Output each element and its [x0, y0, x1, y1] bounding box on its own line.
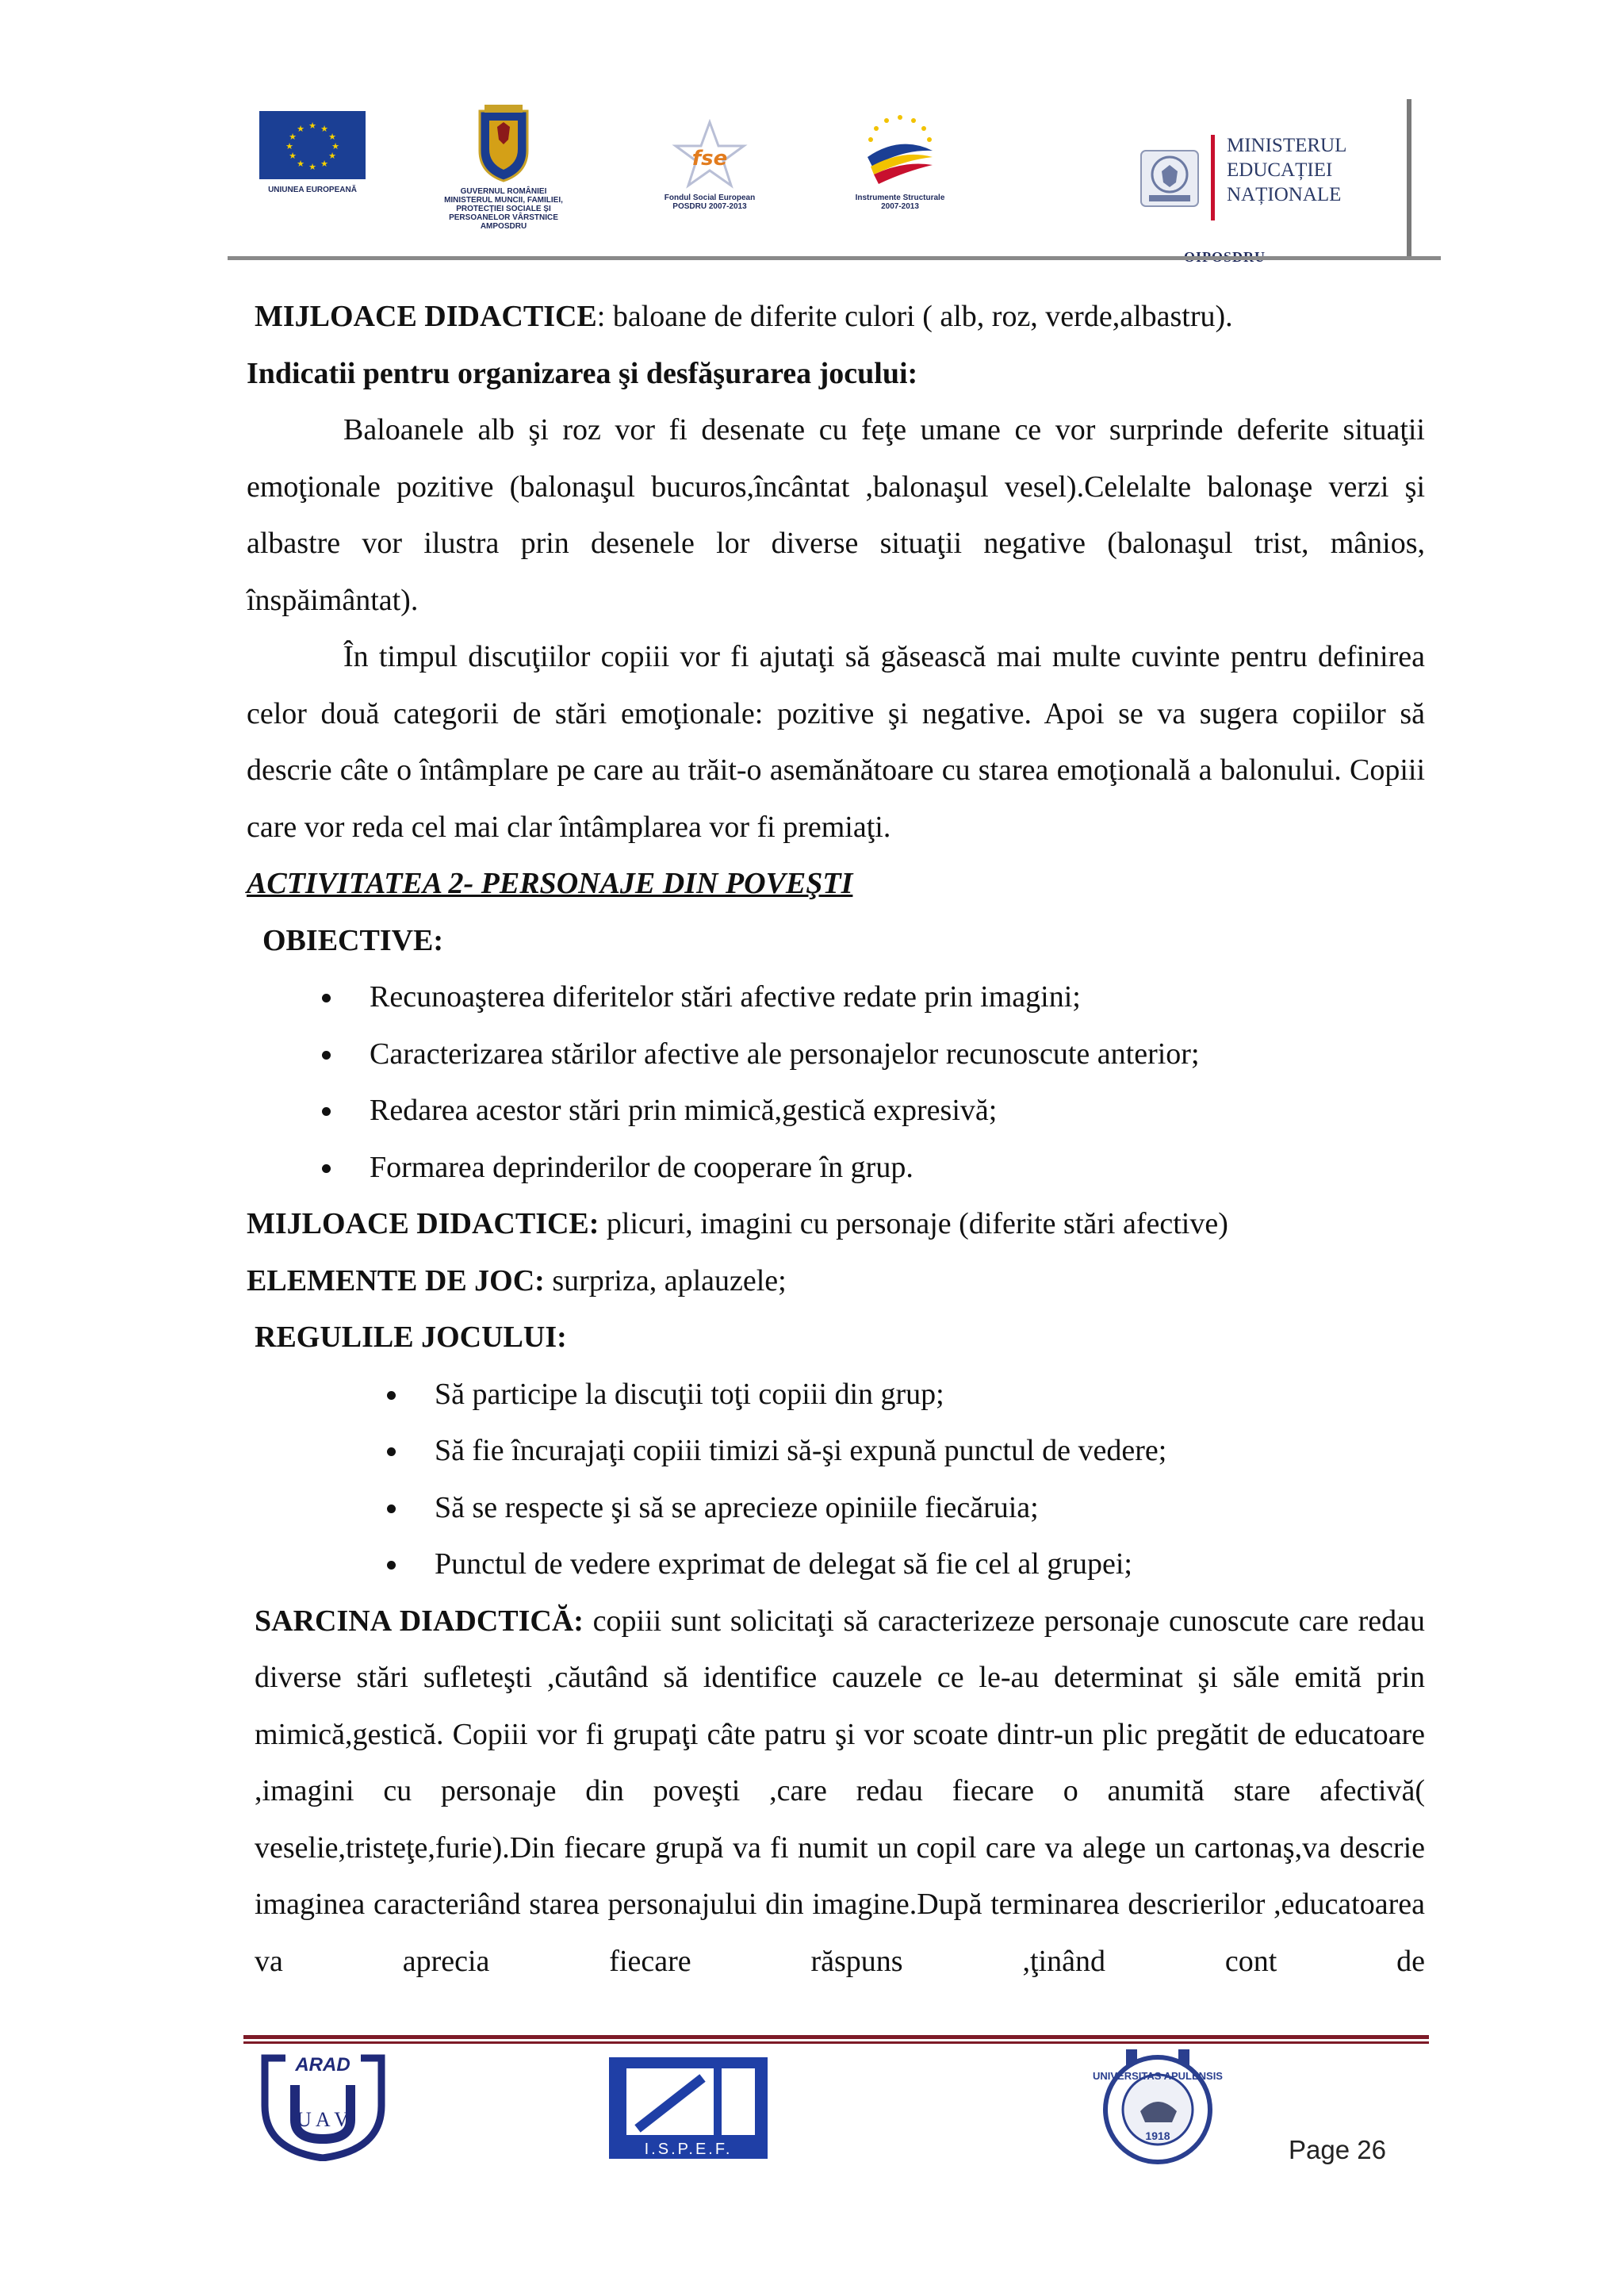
svg-text:★: ★: [289, 151, 297, 161]
bullet-icon: [387, 1447, 396, 1456]
balloons-paragraph: Baloanele alb şi roz vor fi desenate cu feţe umane ce vor surprinde deferite situaţii emoţionale pozitive (balonaşul bucuros,încântat ,balonaşul vesel).Celelalte balonaşe verzi şi albastre vor ilustra prin desenele lor diverse situaţii negative (balonaşul trist, mânios, înspăimântat).: [247, 413, 1425, 617]
rules-list: [247, 1366, 1425, 1593]
ispef-logo: [603, 2054, 781, 2165]
means-text: plicuri, imagini cu personaje (diferite stări afective): [599, 1207, 1228, 1240]
eu-logo: [249, 111, 376, 194]
page-number: Page 26: [1289, 2135, 1386, 2164]
ministry-name: [1227, 133, 1385, 207]
discussion-paragraph: În timpul discuţiilor copiii vor fi ajutaţi să găsească mai multe cuvinte pentru definirea celor două categorii de stări emoţionale: pozitive şi negative. Apoi se va sugera copiilor să descrie câte o întâmplare pe care au trăit-o asemănătoare cu starea emoţională a balonului. Copiii care vor reda cel mai clar întâmplarea vor fi premiaţi.: [247, 640, 1425, 844]
bullet-icon: [387, 1504, 396, 1513]
ministry-line-2: EDUCAȚIEI: [1227, 159, 1333, 181]
svg-text:★: ★: [328, 151, 336, 161]
didactic-means-label: MIJLOACE DIDACTICE: [255, 300, 597, 333]
bullet-icon: [322, 1164, 331, 1173]
uab-ring-text: UNIVERSITAS APULENSIS: [1093, 2070, 1223, 2082]
list-item: Formarea deprinderilor de cooperare în grup.: [247, 1140, 1425, 1197]
fse-mark-text: fse: [691, 147, 728, 171]
ministry-seal-icon: [1138, 143, 1201, 214]
ministry-line-3: NAȚIONALE: [1227, 184, 1342, 205]
ministry-divider: [1211, 135, 1215, 220]
arad-label: ARAD: [295, 2054, 350, 2076]
header-rule: [228, 256, 1441, 260]
government-caption: GUVERNUL ROMÂNIEI MINISTERUL MUNCII, FAMILIEI, PROTECȚIEI SOCIALE ȘI PERSOANELOR VÂRSTNICE AMPOSDRU: [444, 187, 563, 231]
bullet-icon: [387, 1391, 396, 1400]
uab-year: 1918: [1145, 2129, 1170, 2142]
svg-text:★: ★: [328, 132, 336, 142]
ispef-label: I.S.P.E.F.: [644, 2141, 733, 2158]
header-right-divider: [1407, 99, 1411, 258]
didactic-task-text: copiii sunt solicitaţi să caracterizeze personaje cunoscute care redau diverse stări sufleteşti ,căutând să identifice cauzele ce le-au determinat şi săle emită prin mimică,gestică. Copiii vor fi grupaţi câte patru şi vor scoate dintr-un plic pregătit de educatoare ,imagini cu personaje din poveşti ,care redau fiecare o anumită stare afectivă( veselie,tristeţe,furie).Din fiecare grupă va fi numit un copil care va alege un cartonaş,va descrie imaginea caracteriând starea personajului din imagine.După terminarea descrierilor ,educatoarea va aprecia fiecare răspuns ,ţinând cont de: [255, 1604, 1425, 1978]
svg-text:★: ★: [297, 159, 304, 169]
svg-text:★: ★: [297, 124, 304, 134]
activity-2-heading: ACTIVITATEA 2- PERSONAJE DIN POVEŞTI: [247, 867, 853, 900]
body-text: [247, 289, 1425, 1990]
eu-caption: UNIUNEA EUROPEANĂ: [268, 186, 357, 194]
svg-text:★: ★: [285, 141, 293, 151]
uab-university-logo: [1078, 2046, 1237, 2173]
svg-text:★: ★: [320, 159, 328, 169]
svg-text:★: ★: [308, 162, 316, 172]
list-item: Să participe la discuţii toţi copiii din grup;: [247, 1366, 1425, 1424]
fse-logo: [642, 119, 777, 211]
didactic-task-label: SARCINA DIADCTICĂ:: [255, 1604, 584, 1638]
svg-text:★: ★: [331, 141, 339, 151]
game-elements-text: surpriza, aplauzele;: [544, 1263, 787, 1297]
bullet-icon: [387, 1561, 396, 1570]
arad-letters: U A V: [297, 2108, 349, 2131]
list-item: Punctul de vedere exprimat de delegat să fie cel al grupei;: [247, 1536, 1425, 1593]
header-logos: [222, 95, 1443, 258]
footer-rule-thin: [243, 2041, 1429, 2044]
means-line: [247, 1196, 1425, 1253]
organization-heading: Indicatii pentru organizarea şi desfăşurarea jocului:: [247, 356, 918, 390]
ministry-line-1: MINISTERUL: [1227, 135, 1347, 156]
didactic-task-paragraph: [247, 1593, 1425, 1991]
didactic-means-text: : baloane de diferite culori ( alb, roz, verde,albastru).: [596, 300, 1233, 333]
arad-university-logo: [254, 2050, 393, 2161]
structural-instruments-logo: [825, 111, 975, 211]
ministry-logo: [1138, 127, 1415, 246]
bullet-icon: [322, 994, 331, 1002]
romania-crest-icon: [473, 103, 534, 182]
objectives-label: OBIECTIVE:: [262, 923, 444, 957]
means-label: MIJLOACE DIDACTICE:: [247, 1207, 599, 1240]
game-elements-label: ELEMENTE DE JOC:: [247, 1263, 545, 1297]
fse-caption: Fondul Social European POSDRU 2007-2013: [664, 194, 756, 211]
eu-flag-icon: [259, 111, 366, 179]
rules-label: REGULILE JOCULUI:: [255, 1320, 567, 1354]
list-item: Redarea acestor stări prin mimică,gestică expresivă;: [247, 1083, 1425, 1140]
structural-instruments-icon: [856, 111, 944, 190]
list-item: Să fie încurajaţi copiii timizi să-şi expună punctul de vedere;: [247, 1423, 1425, 1480]
government-logo: [420, 103, 587, 231]
list-item: Să se respecte şi să se aprecieze opiniile fiecăruia;: [247, 1480, 1425, 1537]
list-item: Recunoaşterea diferitelor stări afective redate prin imagini;: [247, 969, 1425, 1026]
svg-text:★: ★: [289, 132, 297, 142]
fse-star-icon: [666, 119, 753, 190]
game-elements-line: [247, 1253, 1425, 1310]
svg-text:★: ★: [308, 121, 316, 131]
objectives-list: [247, 969, 1425, 1196]
structural-instruments-caption: Instrumente Structurale 2007-2013: [855, 194, 945, 211]
bullet-icon: [322, 1051, 331, 1060]
svg-text:★: ★: [320, 124, 328, 134]
footer-rule: [243, 2035, 1429, 2039]
bullet-icon: [322, 1107, 331, 1116]
didactic-means-line: [247, 289, 1425, 346]
list-item: Caracterizarea stărilor afective ale personajelor recunoscute anterior;: [247, 1026, 1425, 1083]
